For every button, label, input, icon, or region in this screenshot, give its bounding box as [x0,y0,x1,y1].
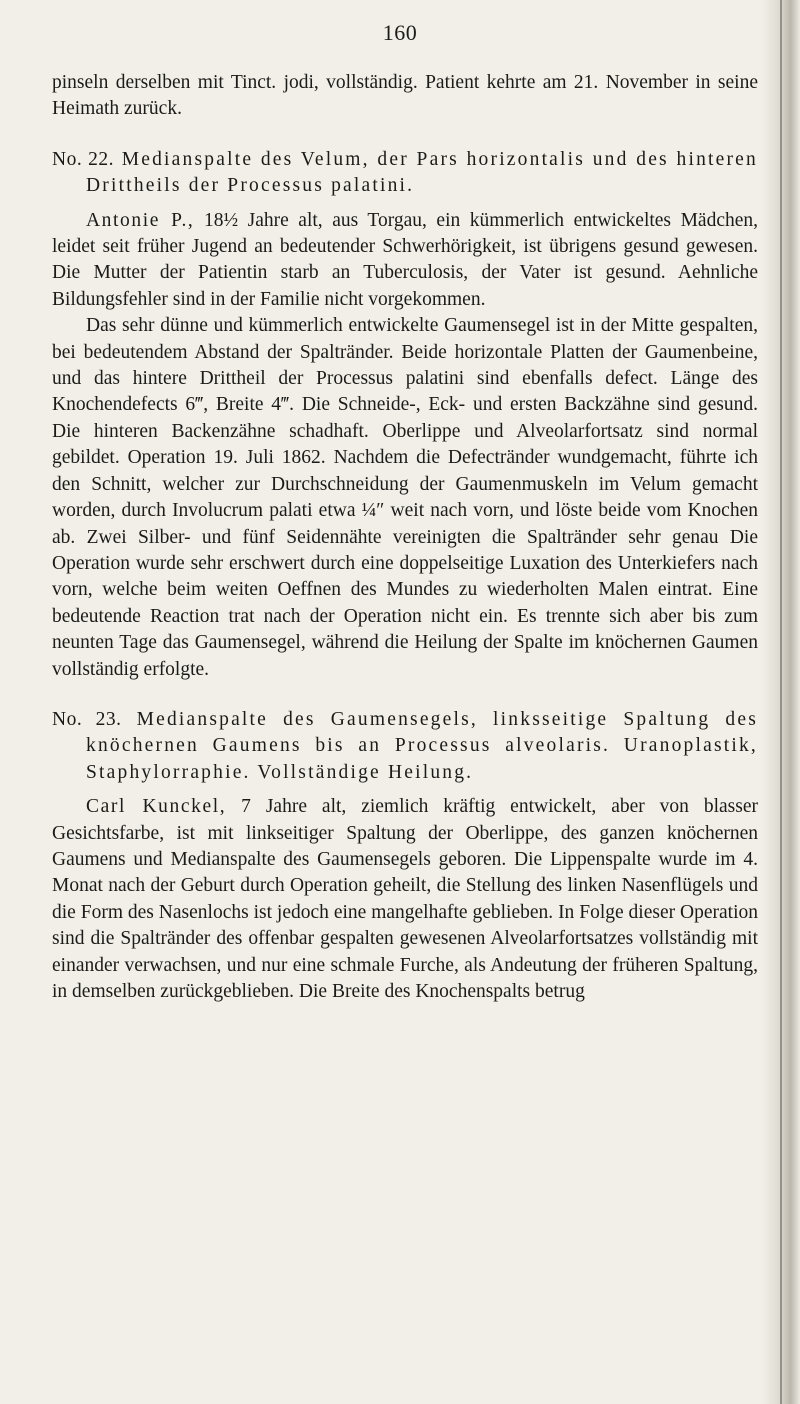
case-heading-23 [52,707,758,786]
page-number: 160 [382,20,418,45]
patient-name: Carl Kunckel, [86,796,227,818]
spacer [52,683,758,707]
binding-line [780,0,782,1404]
case-body-22: Das sehr dünne und kümmerlich entwickelte Gaumensegel ist in der Mitte gespalten, bei bedeutendem Abstand der Spaltränder. Beide horizontale Platten der Gaumenbeine, und das hintere Drittheil der Processus palatini sind ebenfalls defect. Länge des Knochendefects 6‴, Breite 4‴. Die Schneide-, Eck- und ersten Backzähne sind gesund. Die hinteren Backenzähne schadhaft. Oberlippe und Alveolarfortsatz sind normal gebildet. Operation 19. Juli 1862. Nachdem die Defectränder wundgemacht, führte ich den Schnitt, welcher zur Durchschneidung der Gaumenmuskeln im Velum gemacht worden, durch Involucrum palati etwa ¼″ weit nach vorn, und löste beide vom Knochen ab. Zwei Silber- und fünf Seidennähte vereinigten die Spaltränder sehr genau Die Operation wurde sehr erschwert durch eine doppelseitige Luxation des Unterkiefers nach vorn, welche beim weiten Oeffnen des Mundes zu wiederholten Malen eintrat. Eine bedeutende Reaction trat nach der Operation nicht ein. Es trennte sich aber bis zum neunten Tage das Gaumensegel, während die Heilung der Spalte im knöchernen Gaumen vollständig erfolgte. [52,315,758,680]
case-intro-text: 18½ Jahre alt, aus Torgau, ein kümmerlich entwickeltes Mädchen, leidet seit früher Jugend an bedeutender Schwerhörigkeit, ist übrigens gesund gewesen. Die Mutter der Patientin starb an Tuberculosis, der Vater ist gesund. Aehnliche Bildungsfehler sind in der Familie nicht vorgekommen. [52,209,758,310]
case-intro-23 [52,794,758,1005]
case-intro-text: 7 Jahre alt, ziemlich kräftig entwickelt, aber von blasser Gesichtsfarbe, ist mit linkseitiger Spaltung der Oberlippe, des ganzen knöchernen Gaumens und Medianspalte des Gaumensegels geboren. Die Lippenspalte wurde im 4. Monat nach der Geburt durch Operation geheilt, die Stellung des linken Nasenflügels und die Form des Nasenlochs ist jedoch eine mangelhafte geblieben. In Folge dieser Operation sind die Spaltränder des offenbar gespalten gewesenen Alveolarfortsatzes vollständig mit einander verwachsen, und nur eine schmale Furche, als Andeutung der früheren Spaltung, in demselben zurückgeblieben. Die Breite des Knochenspalts betrug [52,796,759,1002]
case-title: Medianspalte des Gaumensegels, linksseitige Spaltung des knöchernen Gaumens bis an Processus alveolaris. Uranoplastik, Staphylorraphie. Vollständige Heilung. [86,708,758,783]
case-number: No. 22. [52,148,115,170]
case-title: Medianspalte des Velum, der Pars horizontalis und des hinteren Drittheils der Processus palatini. [86,148,758,197]
patient-name: Antonie P., [86,209,195,231]
case-intro-22 [52,208,758,314]
spacer [52,123,758,147]
case-heading-22 [52,147,758,200]
paragraph-continuation: pinseln derselben mit Tinct. jodi, vollständig. Patient kehrte am 21. November in seine Heimath zurück. [52,72,758,120]
text-block [52,70,758,1005]
case-number: No. 23. [52,708,122,730]
